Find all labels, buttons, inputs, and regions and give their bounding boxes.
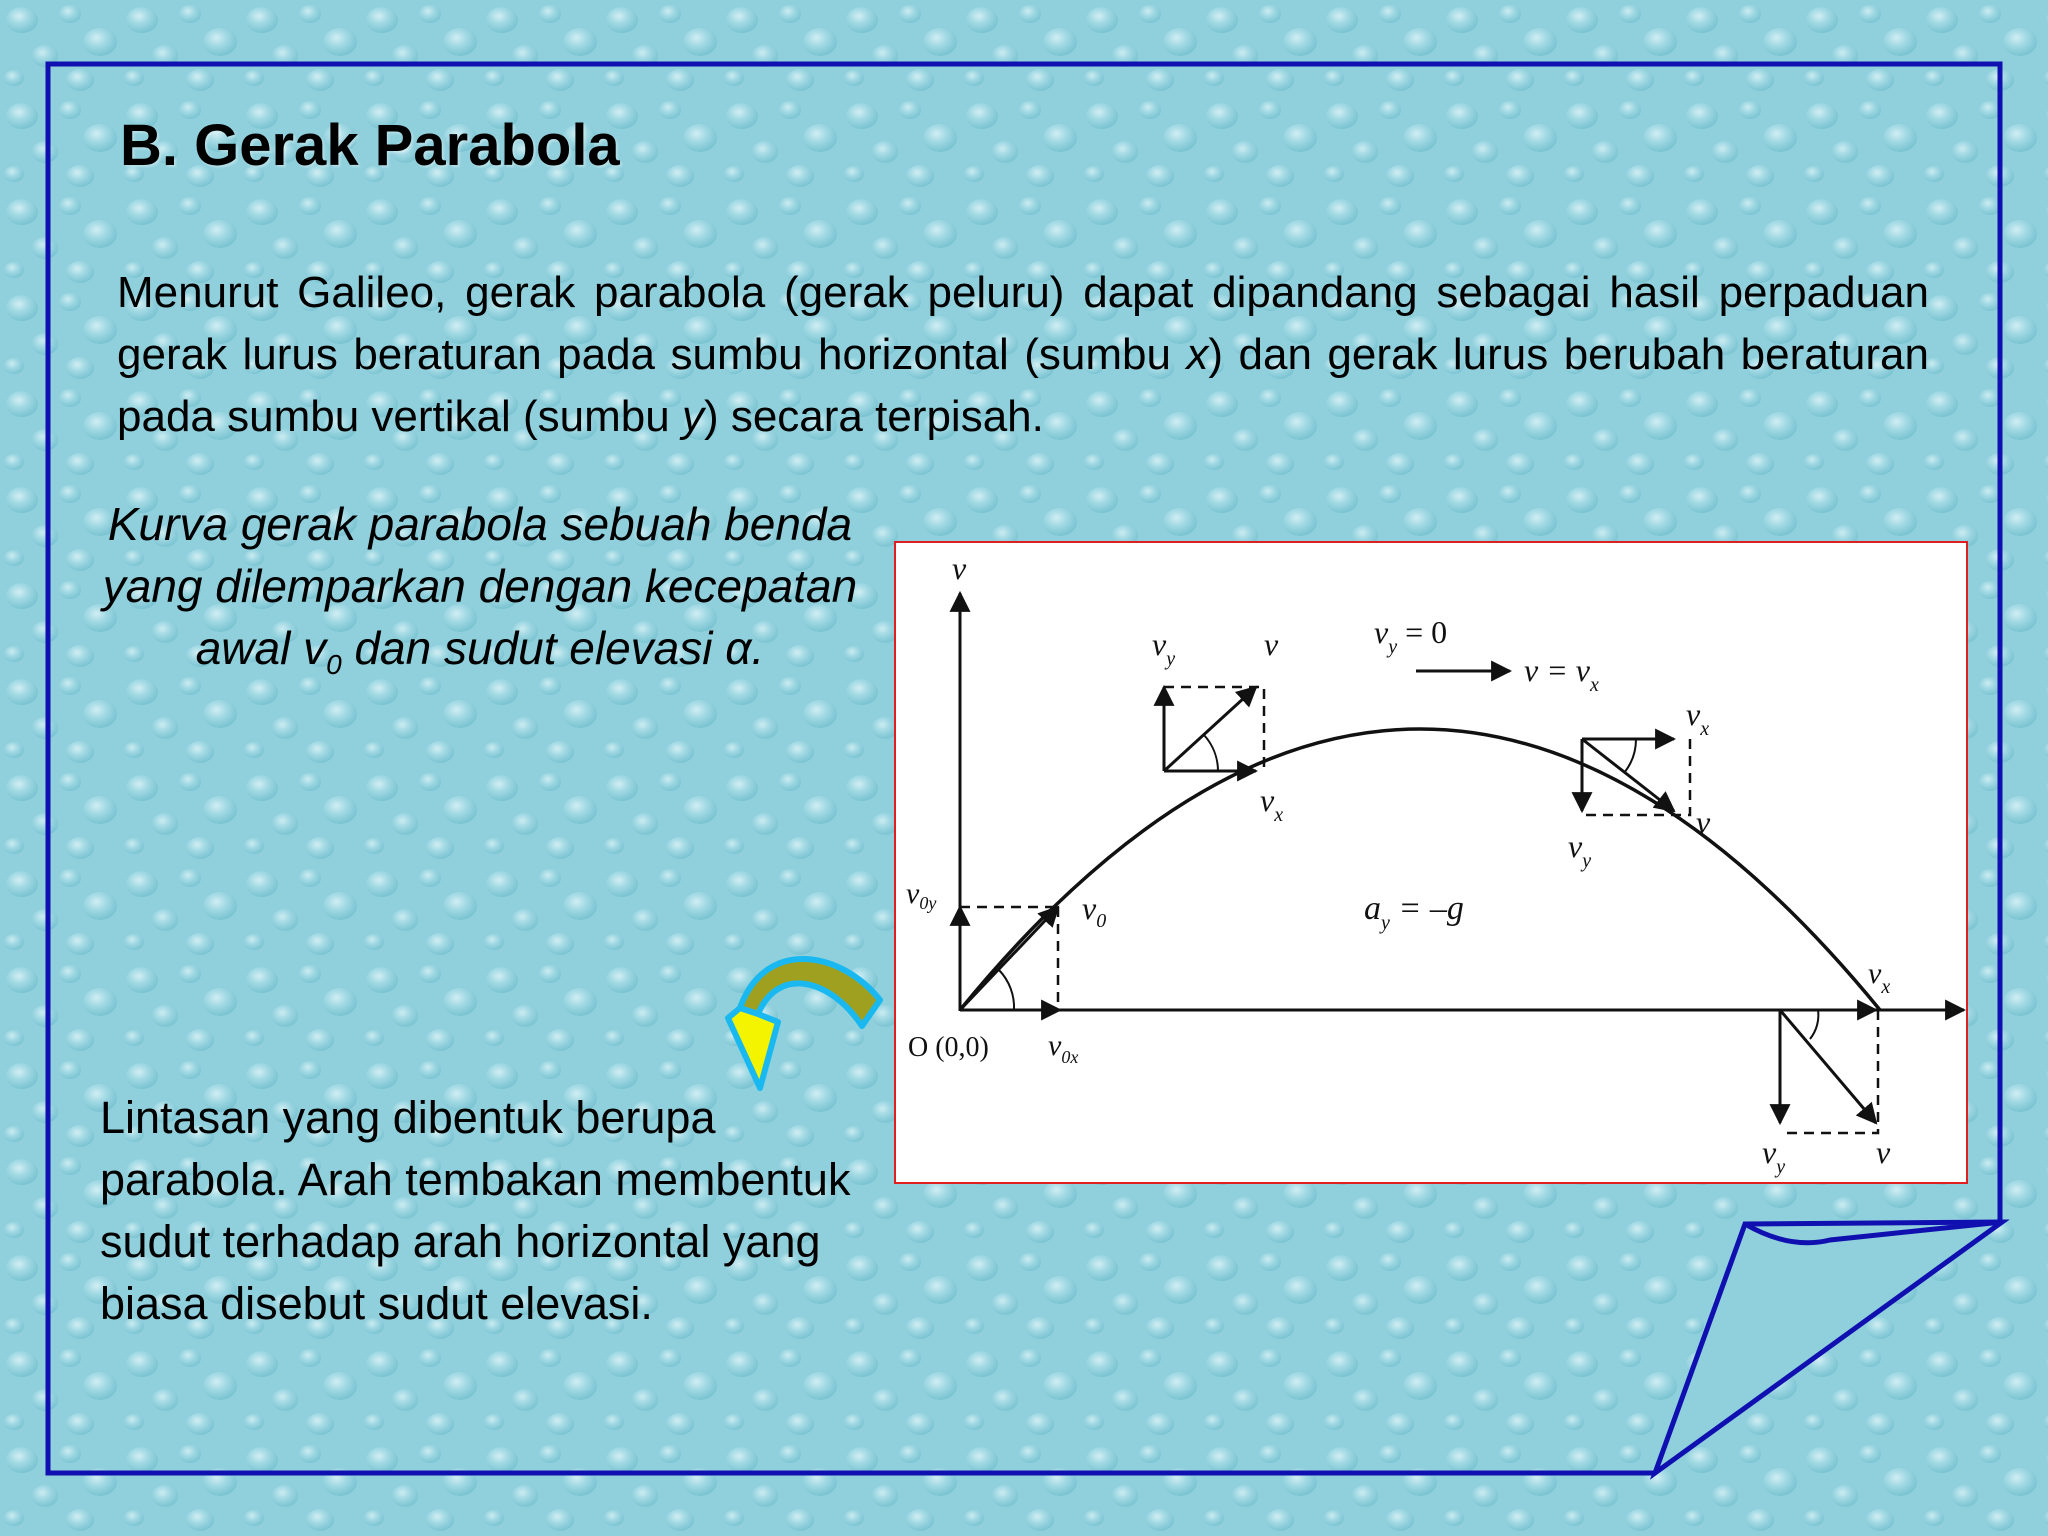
v0-vector	[960, 907, 1058, 1010]
slide-title: B. Gerak Parabola	[120, 113, 620, 178]
vx-label-descending: $v_x$	[1686, 696, 1710, 740]
axis-y-label: v	[952, 550, 967, 586]
v-label-rising: v	[1264, 626, 1279, 662]
v-vector-descending	[1582, 739, 1674, 811]
diagram-caption	[100, 493, 860, 696]
v-label-landing: v	[1876, 1134, 1891, 1170]
v-label-descending: v	[1696, 804, 1711, 840]
vx-label-rising: $v_x$	[1260, 782, 1284, 826]
intro-paragraph	[117, 262, 1929, 448]
vy-label-descending: $v_y$	[1568, 828, 1592, 872]
description-paragraph: Lintasan yang dibentuk berupa parabola. Arah tembakan membentuk sudut terhadap arah horizontal yang biasa disebut sudut elevasi.	[100, 1092, 851, 1329]
origin-label: O (0,0)	[908, 1032, 989, 1063]
v0x-label: $v_{0x}$	[1048, 1029, 1079, 1067]
v-vector-rising	[1164, 687, 1256, 771]
intro-text-3: ) secara terpisah.	[703, 392, 1044, 441]
vy-label-landing: $v_y$	[1762, 1134, 1786, 1178]
v0y-label: $v_{0y}$	[906, 877, 937, 913]
intro-var-x: x	[1186, 330, 1209, 379]
parabola-trajectory	[960, 729, 1880, 1010]
projectile-diagram	[894, 541, 1968, 1184]
caption-subscript: 0	[326, 649, 342, 681]
intro-var-y: y	[681, 392, 704, 441]
vy-label-rising: $v_y$	[1152, 626, 1176, 670]
caption-text-2: dan sudut elevasi α.	[341, 622, 765, 674]
vy-zero-label: $v_y = 0$	[1374, 614, 1448, 658]
vx-label-landing: $v_x$	[1868, 957, 1891, 998]
intro-text-1: Menurut Galileo, gerak parabola (gerak peluru) dapat dipandang sebagai hasil perpaduan gerak lurus beraturan pada sumbu horizontal (sumbu	[117, 268, 1929, 379]
v-equals-vx-label: $v = v_x$	[1524, 652, 1599, 696]
caption-text-1: Kurva gerak parabola sebuah benda yang dilemparkan dengan kecepatan awal v	[102, 498, 858, 674]
acceleration-label: $a_y = -g$	[1364, 890, 1464, 934]
intro-text-2: ) dan gerak lurus berubah beraturan pada sumbu vertikal (sumbu	[117, 330, 1929, 441]
v-vector-landing	[1780, 1010, 1876, 1123]
v0-label: $v_0$	[1082, 890, 1107, 932]
page-curl	[1655, 1222, 2002, 1473]
curved-arrow-icon	[720, 948, 900, 1098]
